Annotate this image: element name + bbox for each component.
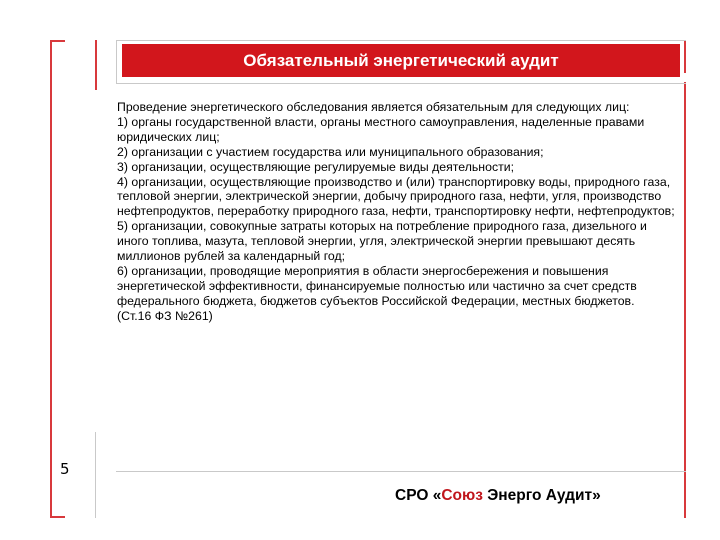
frame-inner-left-gray-line [95, 432, 96, 518]
footer-prefix: СРО « [395, 487, 442, 504]
footer-suffix: Энерго Аудит» [482, 487, 601, 504]
page-number: 5 [60, 460, 70, 478]
page-title: Обязательный энергетический аудит [243, 50, 559, 70]
frame-right-red-line [684, 82, 686, 518]
footer-divider-line [116, 471, 686, 472]
footer-brand-word: Союз [441, 487, 483, 504]
title-left-gray-line [116, 40, 117, 84]
title-top-gray-line [116, 40, 686, 41]
title-bar [122, 44, 680, 77]
frame-top-left-red-line [50, 40, 65, 42]
footer-brand [395, 487, 601, 505]
frame-inner-left-red-line [95, 40, 97, 90]
frame-left-red-line [50, 40, 52, 518]
title-bottom-gray-line [116, 83, 686, 84]
frame-top-right-red-line [684, 40, 686, 73]
body-text: Проведение энергетического обследования является обязательным для следующих лиц: 1) органы государственной власти, органы местного самоуправления, наделенные правами юридических лиц; 2) организации с участием государства или муниципального образования; 3) организации, осуществляющие регулируемые виды деятельности; 4) организации, осуществляющие производство и (или) транспортировку воды, природного газа, тепловой энергии, электрической энергии, добычу природного газа, нефти, угля, производство нефтепродуктов, переработку природного газа, нефти, транспортировку нефти, нефтепродуктов; 5) организации, совокупные затраты которых на потребление природного газа, дизельного и иного топлива, мазута, тепловой энергии, угля, электрической энергии превышают десять миллионов рублей за календарный год; 6) организации, проводящие мероприятия в области энергосбережения и повышения энергетической эффективности, финансируемые полностью или частично за счет средств федерального бюджета, бюджетов субъектов Российской Федерации, местных бюджетов. (Ст.16 ФЗ №261) [117, 100, 675, 323]
frame-bottom-left-red-line [50, 516, 65, 518]
